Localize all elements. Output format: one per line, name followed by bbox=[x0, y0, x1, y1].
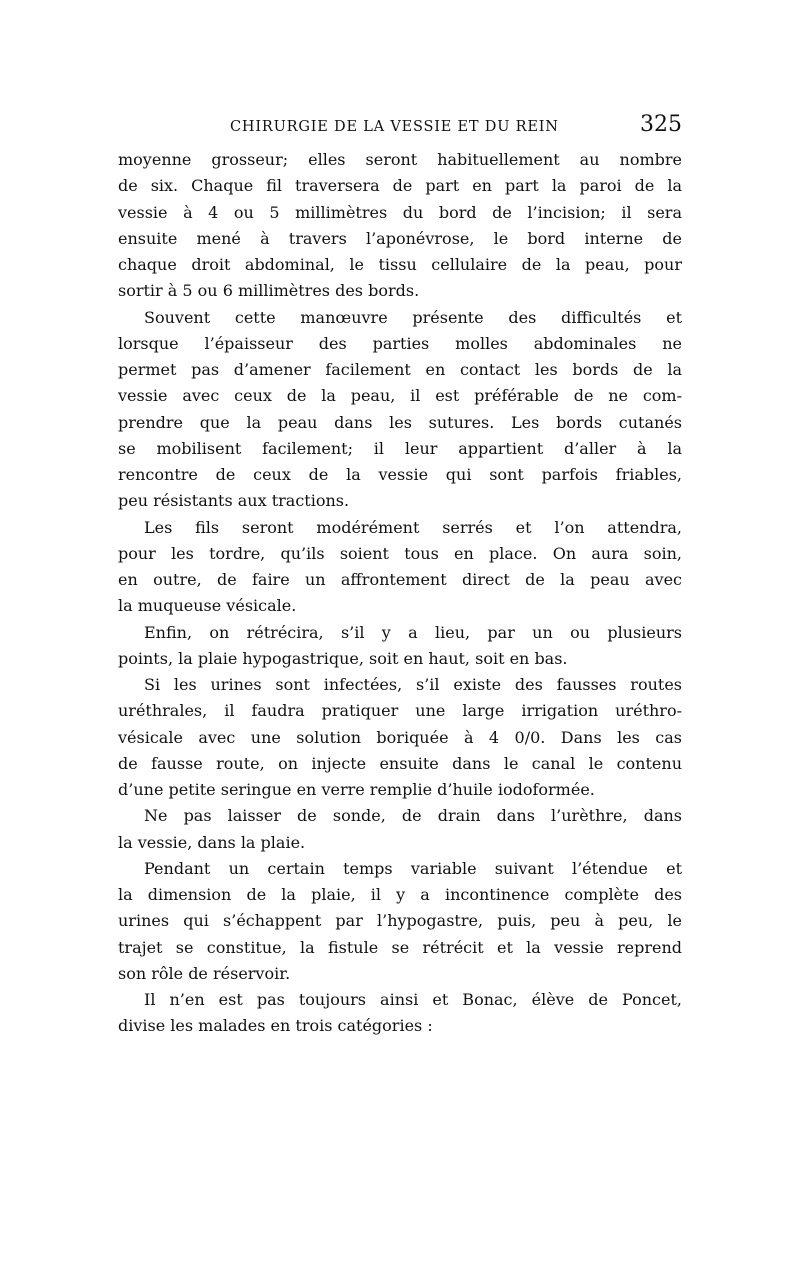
page-number: 325 bbox=[640, 112, 682, 137]
text-line: uréthrales, il faudra pratiquer une large irrigation uréthro- bbox=[118, 701, 682, 721]
text-line: Souvent cette manœuvre présente des difficultés et bbox=[144, 307, 682, 327]
text-line: urines qui s’échappent par l’hypogastre, puis, peu à peu, le bbox=[118, 911, 682, 931]
text-line: Pendant un certain temps variable suivant l’étendue et bbox=[144, 858, 682, 878]
text-line: points, la plaie hypogastrique, soit en haut, soit en bas. bbox=[118, 648, 568, 668]
text-line: Les fils seront modérément serrés et l’on attendra, bbox=[144, 517, 682, 537]
text-line: rencontre de ceux de la vessie qui sont parfois friables, bbox=[118, 465, 682, 484]
text-line: lorsque l’épaisseur des parties molles abdominales ne bbox=[118, 333, 682, 353]
text-line: d’une petite seringue en verre remplie d’huile iodoformée. bbox=[118, 780, 595, 799]
text-line: Ne pas laisser de sonde, de drain dans l’urèthre, dans bbox=[144, 806, 682, 826]
text-line: la vessie, dans la plaie. bbox=[118, 832, 306, 852]
text-line: trajet se constitue, la fistule se rétrécit et la vessie reprend bbox=[118, 937, 682, 957]
text-line: permet pas d’amener facilement en contact les bords de la bbox=[118, 360, 682, 379]
text-line: se mobilisent facilement; il leur appartient d’aller à la bbox=[118, 438, 682, 458]
running-title: CHIRURGIE DE LA VESSIE ET DU REIN bbox=[230, 119, 559, 135]
text-line: peu résistants aux tractions. bbox=[118, 491, 350, 511]
text-line: de six. Chaque fil traversera de part en part la paroi de la bbox=[118, 176, 682, 196]
text-line: prendre que la peau dans les sutures. Les bords cutanés bbox=[118, 412, 682, 432]
text-line: Enfin, on rétrécira, s’il y a lieu, par un ou plusieurs bbox=[144, 622, 682, 642]
text-line: Il n’en est pas toujours ainsi et Bonac, élève de Poncet, bbox=[144, 990, 682, 1009]
text-line: vessie à 4 ou 5 millimètres du bord de l’incision; il sera bbox=[118, 202, 682, 222]
text-line: sortir à 5 ou 6 millimètres des bords. bbox=[118, 281, 420, 301]
text-line: vessie avec ceux de la peau, il est préférable de ne com- bbox=[118, 386, 682, 406]
text-line: vésicale avec une solution boriquée à 4 0/0. Dans les cas bbox=[118, 727, 682, 747]
text-line: Si les urines sont infectées, s’il existe des fausses routes bbox=[144, 675, 682, 694]
text-line: ensuite mené à travers l’aponévrose, le bord interne de bbox=[118, 228, 682, 248]
text-line: moyenne grosseur; elles seront habituellement au nombre bbox=[118, 150, 682, 169]
text-line: en outre, de faire un affrontement direct de la peau avec bbox=[118, 570, 682, 589]
text-line: de fausse route, on injecte ensuite dans le canal le contenu bbox=[118, 753, 682, 773]
text-line: la muqueuse vésicale. bbox=[118, 596, 297, 616]
text-line: pour les tordre, qu’ils soient tous en place. On aura soin, bbox=[118, 543, 682, 563]
body-text bbox=[118, 150, 682, 1043]
text-line: divise les malades en trois catégories : bbox=[118, 1016, 433, 1036]
text-line: la dimension de la plaie, il y a incontinence complète des bbox=[118, 885, 682, 904]
text-line: son rôle de réservoir. bbox=[118, 963, 291, 983]
text-line: chaque droit abdominal, le tissu cellulaire de la peau, pour bbox=[118, 255, 682, 274]
running-head bbox=[118, 110, 682, 144]
